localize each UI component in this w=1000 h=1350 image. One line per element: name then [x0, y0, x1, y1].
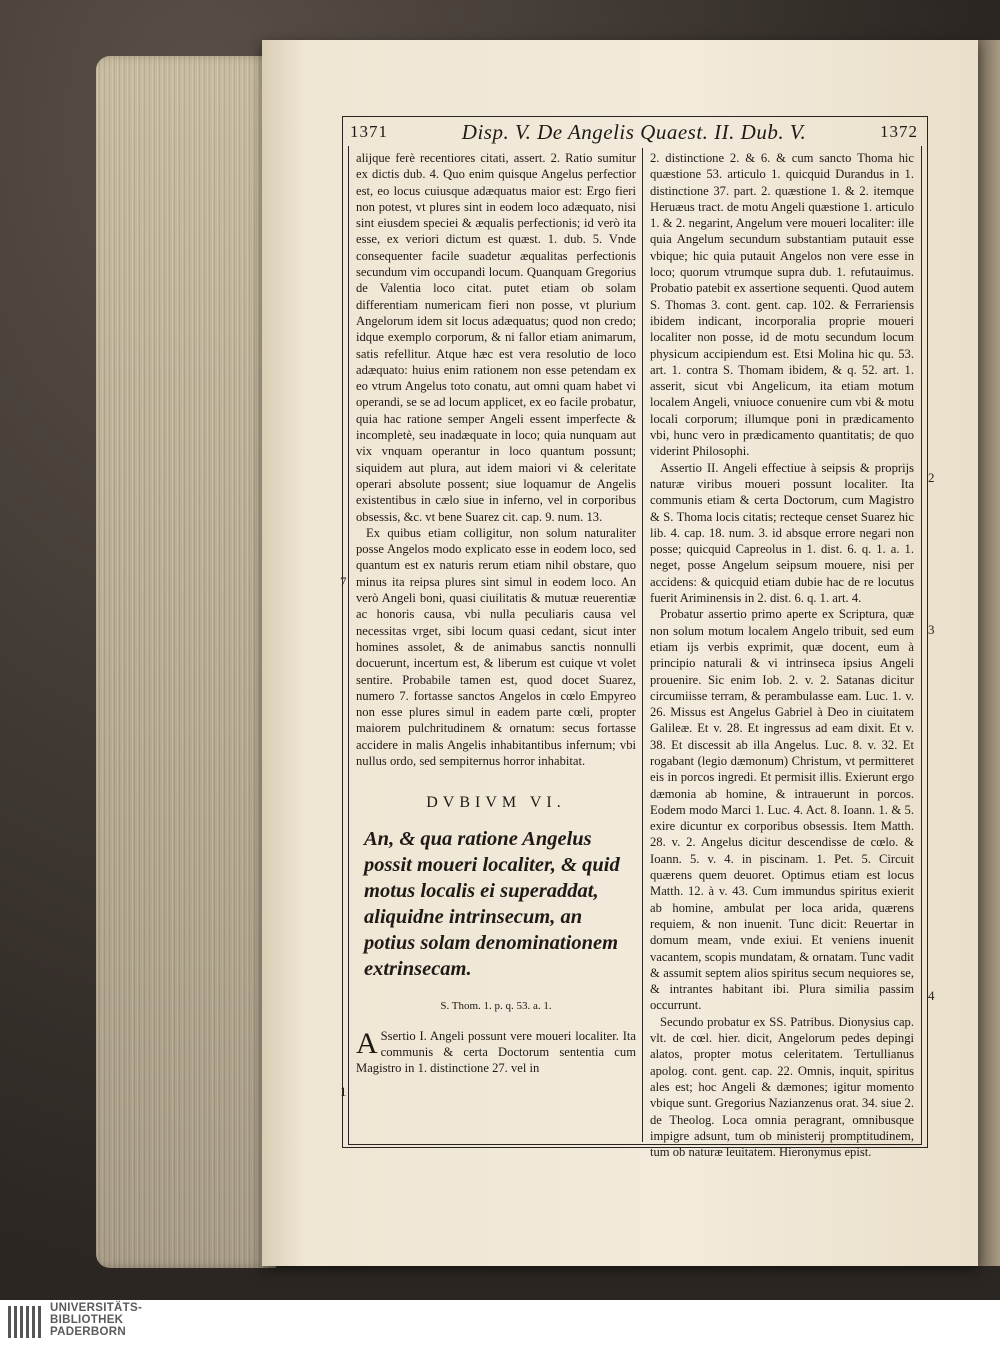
logo-line-1: UNIVERSITÄTS- [50, 1302, 143, 1314]
reference-line: S. Thom. 1. p. q. 53. a. 1. [440, 999, 552, 1012]
margin-number-4: 4 [928, 988, 935, 1003]
margin-number-1: 1 [340, 1084, 347, 1099]
column-divider [642, 148, 643, 1142]
page-title: Disp. V. De Angelis Quaest. II. Dub. V. [461, 120, 807, 144]
right-paragraph-2: Assertio II. Angeli effectiue à seipsis & proprijs naturæ viribus moueri possunt localiter. Ita communis etiam & certa Doctorum, cum Magistro & S. Thoma locis citatis; recteque censet Suarez hic lib. 4. cap. 18. num. 3. id absque errore negari non posse; quicquid Capreolus in 1. dist. 6. q. 1. a. 1. neget, posse Angelum seipsum mouere, nisi per accidens: & quicquid etiam dubie hac de re locutus fuerit Ariminensis in 2. dist. 6. q. 1. art. 4. [650, 460, 914, 606]
margin-number-2: 2 [928, 470, 935, 485]
logo-line-3: PADERBORN [50, 1326, 126, 1338]
margin-number-3: 3 [928, 622, 935, 637]
right-paragraph-3: Probatur assertio primo aperte ex Scriptura, quæ non solum motum localem Angelo tribuit, sed eum etiam ijs verbis exprimit, quæ docent, eum à principio naturali & vi intrinseca ipsius Angeli prouenire. Sic enim Iob. 2. v. 2. Satanas dicitur circumiisse terram, & perambulasse eam. Luc. 1. v. 26. Missus est Angelus Gabriel à Deo in ciuitatem Galileæ. Et v. 28. Et ingressus ad eam dixit. Et v. 38. Et discessit ab illa Angelus. Luc. 8. v. 32. Et rogabant (legio dæmonum) Christum, vt permitteret eis in porcos ingredi. Et permisit illis. Exierunt ergo dæmonia ab homine, & intrauerunt in porcos. Eodem modo Marci 1. Luc. 4. Act. 8. Ioann. 1. & 5. exire dicuntur ex corporibus obsessis. Item Matth. 28. v. 2. Angelus dicitur descendisse de cœlo. & Ioann. 5. v. 4. in piscinam. 1. Pet. 5. Circuit quærens quem deuoret. Optimus etiam est locus Matth. 12. à v. 43. Cum immundus spiritus exierit ab homine, ambulat per loca arida, quærens requiem, & non inuenit. Tunc dicit: Reuertar in domum meam, vnde exiui. Et veniens inuenit vacantem, scopis mundatam, & ornatam. Tunc vadit & assumit septem alios spiritus secum nequiores se, & intrantes habitant ibi. Plura similia passim occurrunt. [650, 607, 914, 1013]
right-paragraph-1: 2. distinctione 2. & 6. & cum sancto Thoma hic quæstione 53. articulo 1. quicquid Durandus in 1. distinctione 37. part. 2. quæstione 1. & 2. itemque Heruæus tract. de motu Angeli quæstione 1. articulo 1. & 2. negarint, Angelum vere moueri localiter: ille quia Angelum secundum substantiam putauit esse vbique; hic quia putauit Angelos non vere esse in loco; quorum vtrumque supra dub. 1. refutauimus. Probatio patebit ex assertione sequenti. Quod autem S. Thomas 3. cont. gent. cap. 102. & Ferrariensis ibidem indicant, incorporalia proprie moueri localiter non posse, id de motu secundum locum physicum accipiendum est. Etsi Molina hic qu. 53. art. 1. contra S. Thomam ibidem, & q. 52. art. 1. asserit, sicut vbi Angelicum, ita etiam motum localem Angeli, vniuoce conuenire cum vbi & motu locali corporum; illumque poni in prædicamento vbi, hunc vero in prædicamento quantitatis; de quo viderint Philosophi. [650, 151, 914, 459]
right-column [650, 150, 914, 1160]
page-number-left: 1371 [350, 122, 388, 141]
page-edge-shading [96, 56, 276, 1268]
left-paragraph-3-text: Ssertio I. Angeli possunt vere moueri localiter. Ita communis & certa Doctorum sententia cum Magistro in 1. distinctione 27. vel in [356, 1028, 636, 1076]
left-paragraph-2: Ex quibus etiam colligitur, non solum naturaliter posse Angelos modo explicato esse in eodem loco, sed quantum est ex naturis rerum etiam nihil obstare, quo minus ita reipsa plures sint simul in eodem loco. An verò Angeli boni, quasi ciuilitatis & mutuæ reuerentiæ ac honoris causa, vbi nulla peculiaris causa vel necessitas vrget, sibi locum quasi cedant, sicut inter homines assolet, & de animabus sanctis nonnulli docuerunt, incertum est, & liberum est cuique vt volet sentire. Probabile tamen est, quod docet Suarez, numero 7. fortasse sanctos Angelos in cœlo Empyreo non esse plures simul in eadem parte cœli, propter maiorem pulchritudinem & ornatum: secus fortasse accidere in malis Angelis inhabitantibus infernum; vbi nullus ordo, sed sempiternus horror inhabitat. [356, 525, 636, 768]
drop-capital: A [356, 1026, 378, 1060]
left-paragraph-1: alijque ferè recentiores citati, assert. 2. Ratio sumitur ex dictis dub. 4. Quo enim quisque Angelus perfectior est, eo locus cuiusque adæquatus maior est: Ergo fieri non potest, vt plures sint in eodem loco adæquato, nisi sint eiusdem speciei & æqualis perfectionis; id verò ita esse, ex veriori dictum est quæst. 1. dub. 5. Vnde consequenter facile suadetur æqualitas perfectionis secundum vim occupandi locum. Quanquam Gregorius de Valentia loco citat. putet etiam ob solam differentiam numericam fieri non posse, vt plurium Angelorum idem sit locus adæquatus; quod non credo; idque exemplo corporum, & ni fallor etiam animarum, satis refellitur. Atque hæc est vera resolutio de loco adæquato: huius enim rationem non esse petendam ex eo vtrum Angelus toto conatu, aut omni quam habet vi operandi, se se ad locum applicet, ex eo facile probatur, quia hac ratione semper Angeli essent imperfecte & incompletè, seu inadæquate in loco; quia nunquam aut vix vnquam operantur in loco quantum possunt; siquidem aut plura, aut idem maiori vi & celeritate operari absolute possent; siue loquamur de Angelis existentibus in cælo siue in inferno, vel in corporibus obsessis, &c. vt bene Suarez cit. cap. 9. num. 13. [356, 151, 636, 524]
logo-line-2: BIBLIOTHEK [50, 1314, 124, 1326]
library-logo-text [50, 1302, 142, 1338]
library-logo-icon [6, 1302, 46, 1342]
margin-number-7: 7 [340, 574, 347, 589]
footer-bar [0, 1300, 1000, 1350]
page-number-right: 1372 [880, 122, 918, 141]
facing-page-strip [978, 40, 1000, 1266]
section-heading: DVBIVM VI. [426, 794, 566, 812]
right-paragraph-4: Secundo probatur ex SS. Patribus. Dionysius cap. vlt. de cœl. hier. dicit, Angelorum pedes depingi alatos, propter motus celeritatem. Tertullianus apolog. cont. gent. cap. 22. Omnis, inquit, spiritus ales est; hoc Angeli & dæmones; igitur momento vbique sunt. Gregorius Nazianzenus orat. 34. siue 2. de Theolog. Loca omnia peragrant, omnibusque impigre adsunt, tum ob ministerij promptitudinem, tum ob naturæ leuitatem. Hieronymus epist. [650, 1014, 914, 1160]
left-column [356, 150, 636, 1077]
left-paragraph-3 [356, 1028, 636, 1077]
question-title: An, & qua ratione Angelus possit moueri localiter, & quid motus localis ei superaddat, aliquidne intrinsecum, an potius solam denominationem extrinsecam. [364, 827, 620, 980]
